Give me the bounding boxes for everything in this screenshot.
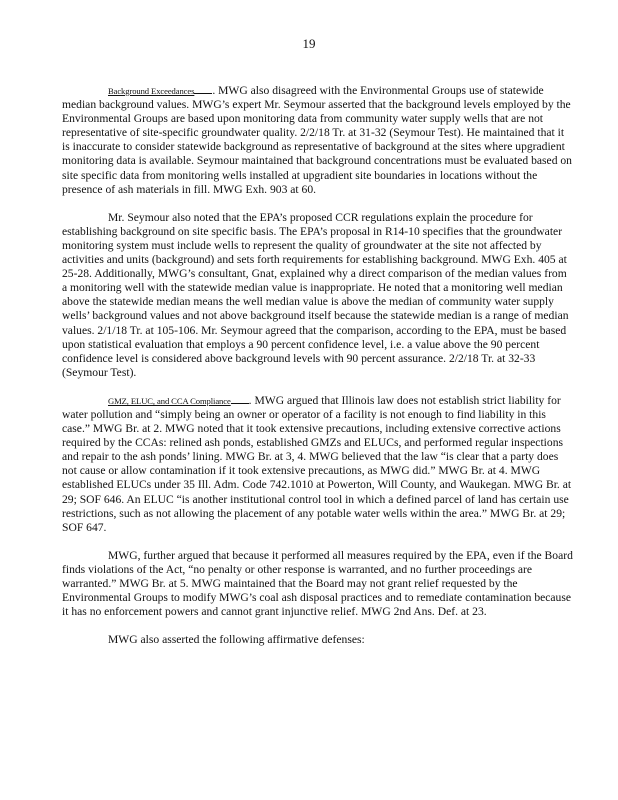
paragraph-text: MWG also disagreed with the Environmental Groups use of statewide median background values. MWG’s expert Mr. Seymour asserted that the background levels employed by the Environmental Groups are based upon monitoring data from community water supply wells that are not representative of site-specific groundwater quality. 2/2/18 Tr. at 31-32 (Seymour Test). He maintained that it is inaccurate to consider statewide background as representative of background at the sites where upgradient monitoring data is available. Seymour maintained that background concentrations must be evaluated based on site specific data from monitoring wells installed at upgradient site boundaries in locations without the presence of ash materials in fill. MWG Exh. 903 at 60. <box>62 84 572 196</box>
document-body <box>62 84 574 647</box>
paragraph-seymour <box>62 211 574 380</box>
heading-underline <box>231 403 249 404</box>
heading-underline <box>194 93 212 94</box>
paragraph-text: Mr. Seymour also noted that the EPA’s proposed CCR regulations explain the procedure for establishing background on site specific basis. The EPA’s proposal in R14-10 specifies that the groundwater monitoring system must include wells to represent the quality of groundwater at the site not affected by activities and units (background) and sets forth requirements for establishing background. MWG Exh. 405 at 25-28. Additionally, MWG’s consultant, Gnat, explained why a direct comparison of the median values from a monitoring well with the statewide median value is inappropriate. He noted that a monitoring well median above the statewide median means the well median value is above the median of community water supply wells’ background values and not above background itself because the statewide median is a range of median values. 2/1/18 Tr. at 105-106. Mr. Seymour agreed that the comparison, according to the EPA, must be based upon statistical evaluation that employs a 90 percent confidence level, i.e. a value above the 90 percent confidence level is considered above background levels with 90 percent assurance. 2/2/18 Tr. at 32-33 (Seymour Test). <box>62 210 569 379</box>
paragraph-affirmative-defenses <box>62 633 574 647</box>
paragraph-gmz-eluc-cca: GMZ, ELUC, and CCA Compliance . MWG argued that Illinois law does not establish strict liability for water pollution and “simply being an owner or operator of a facility is not enough to find liability in this case.” MWG Br. at 2. MWG noted that it took extensive precautions, including extensive corrective actions required by the CCAs: relined ash ponds, established GMZs and ELUCs, and performed regular inspections and repair to the ash ponds’ lining. MWG Br. at 3, 4. MWG believed that the law “is clear that a party does not cause or allow contamination if it took extensive precautions, as MWG did.” MWG Br. at 4. MWG established ELUCs under 35 Ill. Adm. Code 742.1010 at Powerton, Will County, and Waukegan. MWG Br. at 29; SOF 646. An ELUC “is another institutional control tool in which a defined parcel of land has certain use restrictions, such as not allowing the placement of any potable water wells within the area.” MWG Br. at 29; SOF 647. <box>62 393 572 534</box>
paragraph-text: MWG also asserted the following affirmative defenses: <box>108 633 365 647</box>
heading-background-exceedances: Background Exceedances <box>108 86 195 96</box>
paragraph-background-exceedances: Background Exceedances . MWG also disagreed with the Environmental Groups use of statewide median background values. MWG’s expert Mr. Seymour asserted that the background levels employed by the Environmental Groups are based upon monitoring data from community water supply wells that are not representative of site-specific groundwater quality. 2/2/18 Tr. at 31-32 (Seymour Test). He maintained that it is inaccurate to consider statewide background as representative of background at the sites where upgradient monitoring data is available. Seymour maintained that background concentrations must be evaluated based on site specific data from monitoring wells installed at upgradient site boundaries in locations without the presence of ash materials in fill. MWG Exh. 903 at 60. <box>62 84 572 196</box>
heading-gmz-eluc-cca: GMZ, ELUC, and CCA Compliance <box>108 395 231 406</box>
paragraph-text: MWG, further argued that because it performed all measures required by the EPA, even if the Board finds violations of the Act, “no penalty or other response is warranted, and no further proceedings are warranted.” MWG Br. at 5. MWG maintained that the Board may not grant relief requested by the Environmental Groups to modify MWG’s coal ash disposal practices and to remediate contamination because it has no enforcement powers and cannot grant injunctive relief. MWG 2nd Ans. Def. at 23. <box>62 548 573 619</box>
paragraph-further-argued <box>62 549 574 619</box>
page-number: 19 <box>302 36 316 51</box>
paragraph-text: MWG argued that Illinois law does not establish strict liability for water pollution and “simply being an owner or operator of a facility is not enough to find liability in this case.” MWG Br. at 2. MWG noted that it took extensive precautions, including extensive corrective actions required by the CCAs: relined ash ponds, established GMZs and ELUCs, and performed regular inspections and repair to the ash ponds’ lining. MWG Br. at 3, 4. MWG believed that the law “is clear that a party does not cause or allow contamination if it took extensive precautions, as MWG did.” MWG Br. at 4. MWG established ELUCs under 35 Ill. Adm. Code 742.1010 at Powerton, Will County, and Waukegan. MWG Br. at 29; SOF 646. An ELUC “is another institutional control tool in which a defined parcel of land has certain use restrictions, such as not allowing the placement of any potable water wells within the area.” MWG Br. at 29; SOF 647. <box>62 393 572 534</box>
